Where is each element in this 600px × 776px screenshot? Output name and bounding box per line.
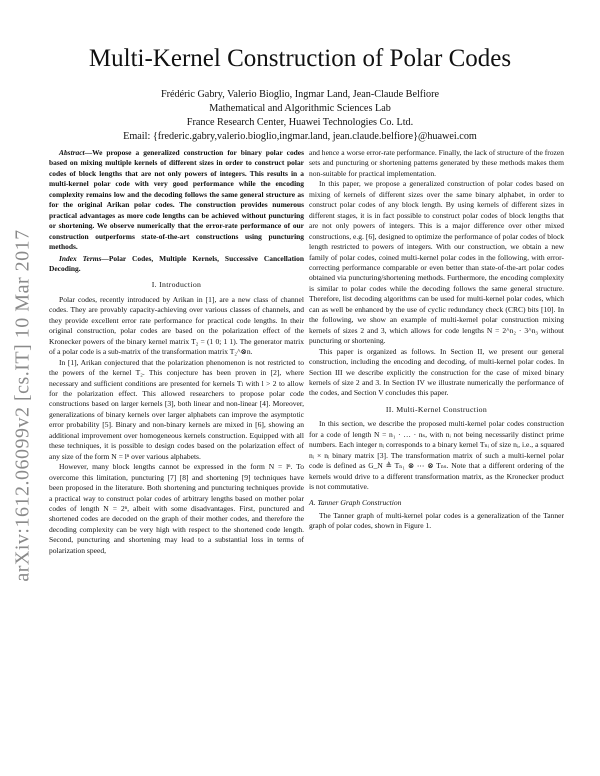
index-terms-label: Index Terms— [59, 253, 109, 263]
index-terms [49, 254, 304, 275]
abstract-text: We propose a generalized construction for binary polar codes based on mixing multiple kernels of different sizes in order to construct polar codes of block lengths that are not only powers of integers. This results in a multi-kernel polar code with very good performance while the encoding complexity remains low and the decoding follows the same general structure as for the original Arikan polar codes. The construction provides numerous practical advantages as more code lengths can be achieved without puncturing or shortening. We observe numerically that the error-rate performance of our construction outperforms state-of-the-art constructions using puncturing methods. [49, 148, 304, 252]
section-heading-multi-kernel: II. Multi-Kernel Construction [385, 404, 488, 414]
affiliation-lab: Mathematical and Algorithmic Sciences Lab [209, 103, 391, 114]
intro-paragraph: However, many block lengths cannot be expressed in the form N = lⁿ. To overcome this limitation, puncturing [7] [8] and shortening [9] techniques have been proposed in the literature. Both shortening and puncturing techniques provide a practical way to construct polar codes of arbitrary lengths based on mother polar codes of length N = 2ⁿ, albeit with some disadvantages. First, punctured and shortened codes are decoded on the graph of their mother codes, and therefore the decoding complexity can be very high with respect to the shortened code length. Second, puncturing and shortening may lead to a substantial loss in terms of polarization speed, [49, 462, 304, 555]
arxiv-side-stamp [8, 170, 38, 640]
intro-paragraph: In this paper, we propose a generalized construction of polar codes based on mixing of kernels of different sizes over the same binary alphabet, in order to construct polar codes of any block length. By using kernels of different sizes in different stages, it is in fact possible to construct polar codes of block lengths that are not only powers of integers. This is a major difference over other mixed constructions, e.g. [6], designed to optimize the performance of polar codes of block length restricted to powers of integers. With our construction, we obtain a new family of polar codes, coined multi-kernel polar codes in the following, with error-correcting performance comparable or even better than state-of-the-art polar codes obtained via puncturing/shortening methods. Furthermore, the encoding complexity is similar to polar codes while the decoding follows the same general structure. Therefore, list decoding algorithms can be used for multi-kernel polar codes, which can as well be enhanced by the use of cyclic redundancy check (CRC) bits [10]. In the following, we show an example of multi-kernel polar construction mixing kernels of sizes 2 and 3, which allows for code lengths N = 2^n₂ · 3^n₃ without puncturing or shortening. [309, 179, 564, 346]
section-heading-introduction: I. Introduction [151, 280, 202, 290]
author-email: Email: {frederic.gabry,valerio.bioglio,ingmar.land, jean.claude.belfiore}@huawei.com [123, 131, 477, 142]
author-names: Frédéric Gabry, Valerio Bioglio, Ingmar Land, Jean-Claude Belfiore [160, 89, 440, 100]
intro-paragraph: and hence a worse error-rate performance. Finally, the lack of structure of the frozen sets and puncturing or shortening patterns generated by these methods makes them non-suitable for practical implementation. [309, 148, 564, 178]
intro-paragraph: In [1], Arikan conjectured that the polarization phenomenon is not restricted to the powers of the kernel T₂. This conjecture has been proven in [2], where necessary and sufficient conditions are presented for kernels Tₗ with l > 2 to allow for the polarization effect. This allowed researchers to propose polar code constructions based on larger kernels [3], both linear and non-linear [4]. Moreover, generalizations of binary kernels over larger alphabets can improve the asymptotic error probability [5]. Binary and non-binary kernels are mixed in [6], showing an additional improvement over homogeneous kernels construction. Equipped with all these techniques, it is possible to design codes based on the polarization effect of any size of the form N = lⁿ over various alphabets. [49, 357, 304, 461]
paper-title: Multi-Kernel Construction of Polar Codes [88, 45, 512, 72]
affiliation-company: France Research Center, Huawei Technologies Co. Ltd. [186, 117, 414, 128]
subsection-heading-tanner-graph: A. Tanner Graph Construction [309, 497, 402, 507]
abstract [49, 148, 304, 253]
right-column [309, 148, 564, 532]
left-column [49, 148, 304, 556]
author-block [40, 88, 560, 144]
index-terms-text: Polar Codes, Multiple Kernels, Successive Cancellation Decoding. [49, 253, 304, 273]
arxiv-stamp-text: arXiv:1612.06099v2 [cs.IT] 10 Mar 2017 [11, 228, 34, 582]
intro-paragraph: Polar codes, recently introduced by Arikan in [1], are a new class of channel codes. They are provably capacity-achieving over various classes of channels, and they provide excellent error rate performance for practical code lengths. In their original construction, polar codes are based on the polarization effect of the Kronecker powers of the binary kernel matrix T₂ = (1 0; 1 1). The generator matrix of a polar code is a sub-matrix of the transformation matrix T₂^⊗n. [49, 294, 304, 357]
section2-paragraph: The Tanner graph of multi-kernel polar codes is a generalization of the Tanner graph of polar codes, shown in Figure 1. [309, 510, 564, 531]
section2-paragraph: In this section, we describe the proposed multi-kernel polar codes construction for a code of length N = n₁ · … · nₛ, with nᵢ not being necessarily distinct prime numbers. Each integer nᵢ corresponds to a binary kernel Tₙᵢ of size nᵢ, i.e., a squared nᵢ × nᵢ binary matrix [3]. The transformation matrix of such a multi-kernel polar code is defined as G_N ≜ Tₙ₁ ⊗ ⋯ ⊗ Tₙₛ. Note that a different ordering of the kernels would drive to a different transformation matrix, as the Kronecker product is not commutative. [309, 419, 564, 492]
intro-paragraph: This paper is organized as follows. In Section II, we present our general construction, including the encoding and decoding, of multi-kernel polar codes. In Section III we describe explicitly the construction for the case of mixed binary kernels of size 2 and 3. In Section IV we illustrate numerically the performance of the codes, and Section V concludes this paper. [309, 346, 564, 398]
abstract-label: Abstract— [59, 148, 93, 157]
